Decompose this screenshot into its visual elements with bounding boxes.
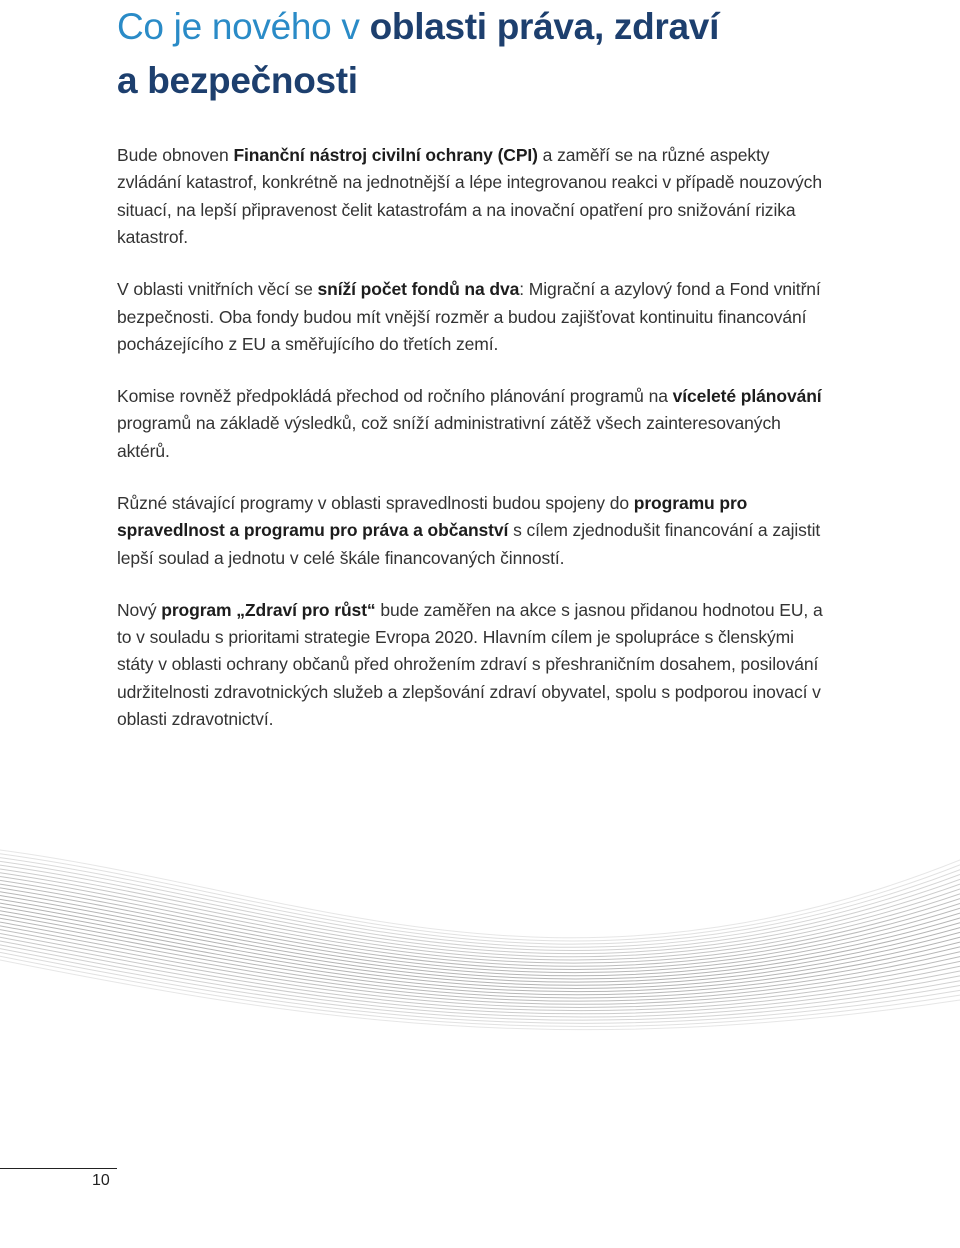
paragraph-home-affairs — [117, 276, 829, 358]
paragraph-text: Komise rovněž předpokládá přechod od ročního plánování programů na — [117, 386, 673, 407]
footer-rule — [0, 1168, 117, 1169]
page-title — [117, 0, 917, 108]
paragraph-civil-protection — [117, 142, 829, 252]
title-part-bold: oblasti práva, zdraví — [369, 6, 720, 47]
paragraph-text: Různé stávající programy v oblasti spravedlnosti budou spojeny do — [117, 492, 634, 513]
decorative-wave-lines — [0, 820, 960, 1160]
title-part-light: Co je nového v — [117, 6, 370, 47]
title-part-bold-line2: a bezpečnosti — [117, 60, 358, 101]
wave-line — [0, 850, 960, 938]
article-body — [117, 142, 829, 734]
page-number: 10 — [92, 1172, 110, 1189]
paragraph-emphasis: Finanční nástroj civilní ochrany (CPI) — [233, 145, 538, 165]
paragraph-emphasis: víceleté plánování — [672, 386, 822, 407]
paragraph-text: Nový — [117, 599, 162, 620]
paragraph-emphasis: sníží počet fondů na dva — [317, 279, 520, 300]
wave-lines-group — [0, 850, 960, 1030]
paragraph-text: Bude obnoven — [117, 145, 234, 165]
paragraph-emphasis: programu pro spravedlnost a programu pro práva a občanství — [117, 492, 748, 541]
paragraph-health-program — [117, 597, 829, 734]
paragraph-justice-programs — [117, 490, 829, 572]
wave-line — [0, 854, 960, 941]
wave-line — [0, 858, 960, 945]
paragraph-text: a zaměří se na různé aspekty zvládání katastrof, konkrétně na jednotnější a lépe integrovanou reakci v případě nouzových situací, na lepší připravenost čelit katastrofám a na inovační opatření pro snižování rizika katastrof. — [117, 145, 822, 248]
paragraph-multiannual-planning — [117, 383, 829, 465]
paragraph-text: s cílem zjednodušit financování a zajistit lepší soulad a jednotu v celé škále financovaných činností. — [117, 520, 821, 568]
paragraph-text: programů na základě výsledků, což sníží administrativní zátěž všech zainteresovaných aktérů. — [117, 413, 781, 461]
paragraph-text: : Migrační a azylový fond a Fond vnitřní bezpečnosti. Oba fondy budou mít vnější rozměr a budou zajišťovat kontinuitu financování pocházejícího z EU a směřujícího do třetích zemí. — [117, 279, 821, 355]
paragraph-text: bude zaměřen na akce s jasnou přidanou hodnotou EU, a to v souladu s prioritami strategie Evropa 2020. Hlavním cílem je spolupráce s členskými státy v oblasti ochrany občanů před ohrožením zdraví s přeshraničním dosahem, posilování udržitelnosti zdravotnických služeb a zlepšování zdraví obyvatel, spolu s podporou inovací v oblasti zdravotnictví. — [117, 599, 823, 730]
paragraph-emphasis: program „Zdraví pro růst“ — [161, 599, 376, 620]
paragraph-text: V oblasti vnitřních věcí se — [117, 279, 318, 300]
